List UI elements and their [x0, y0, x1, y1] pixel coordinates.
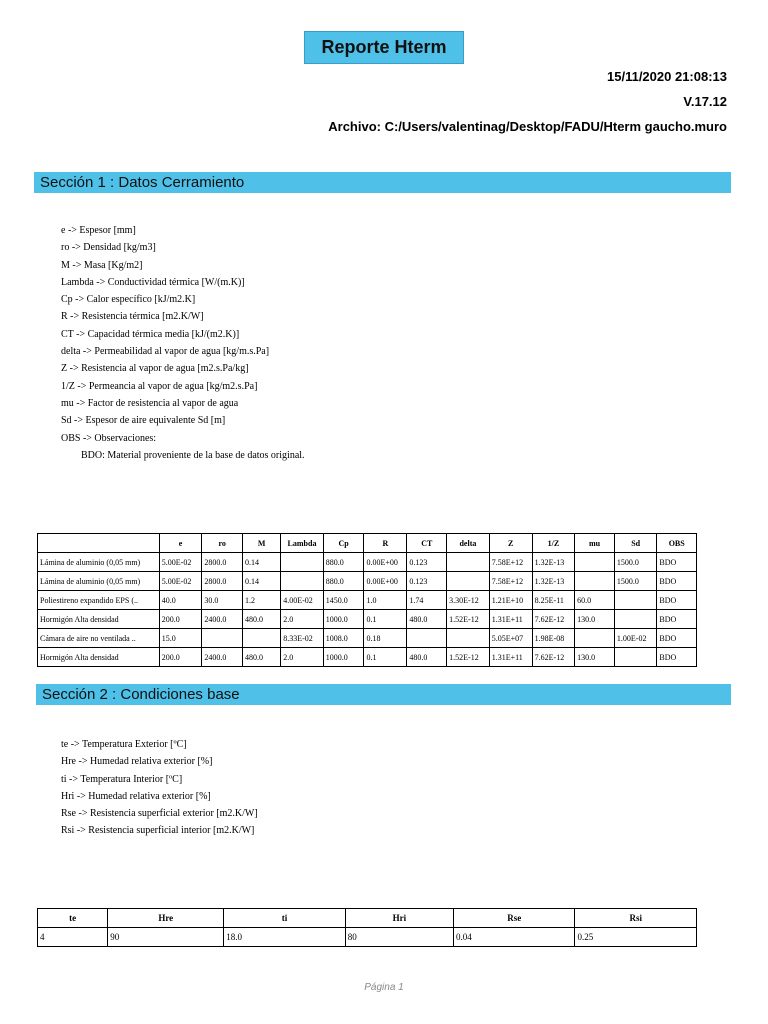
column-header: Z	[489, 534, 532, 553]
table-cell: 0.1	[364, 610, 407, 629]
table-cell: 2400.0	[202, 648, 243, 667]
table-cell: BDO	[657, 591, 697, 610]
table-cell: 1.31E+11	[489, 648, 532, 667]
section2-legend	[61, 736, 258, 840]
section1-header: Sección 1 : Datos Cerramiento	[34, 172, 731, 193]
table-cell: 0.14	[243, 572, 281, 591]
table-cell: 880.0	[323, 553, 364, 572]
table-cell: 130.0	[575, 648, 615, 667]
table-cell: 200.0	[159, 610, 202, 629]
legend-line: Sd -> Espesor de aire equivalente Sd [m]	[61, 415, 226, 427]
column-header: delta	[447, 534, 490, 553]
legend-line: Hre -> Humedad relativa exterior [%]	[61, 756, 213, 768]
legend-line: Rsi -> Resistencia superficial interior [m2.K/W]	[61, 825, 255, 837]
table-cell: 1.52E-12	[447, 648, 490, 667]
table-cell: 90	[108, 928, 224, 947]
legend-line: 1/Z -> Permeancia al vapor de agua [kg/m2.s.Pa]	[61, 380, 258, 392]
table-cell: 1.74	[407, 591, 447, 610]
column-header: Cp	[323, 534, 364, 553]
table-cell: BDO	[657, 553, 697, 572]
column-header: Rsi	[575, 909, 697, 928]
table-cell: 5.00E-02	[159, 553, 202, 572]
column-header: Lambda	[281, 534, 324, 553]
table-cell: 15.0	[159, 629, 202, 648]
table-cell: 0.14	[243, 553, 281, 572]
table-cell: 1.32E-13	[532, 572, 575, 591]
column-header: Hri	[345, 909, 453, 928]
table-row	[38, 572, 697, 591]
table-cell	[614, 648, 657, 667]
table-cell: 5.00E-02	[159, 572, 202, 591]
table-cell: 0.25	[575, 928, 697, 947]
table-cell	[614, 610, 657, 629]
table-row	[38, 553, 697, 572]
material-name-cell: Lámina de aluminio (0,05 mm)	[38, 553, 160, 572]
column-header: e	[159, 534, 202, 553]
table-cell: 880.0	[323, 572, 364, 591]
table-row	[38, 591, 697, 610]
table-row	[38, 610, 697, 629]
legend-line: M -> Masa [Kg/m2]	[61, 259, 143, 271]
table-cell	[407, 629, 447, 648]
column-header: M	[243, 534, 281, 553]
table-cell: 1.31E+11	[489, 610, 532, 629]
materials-table	[37, 533, 697, 667]
column-header: ro	[202, 534, 243, 553]
table-cell: 2.0	[281, 648, 324, 667]
table-cell: 480.0	[243, 648, 281, 667]
material-name-cell: Cámara de aire no ventilada ..	[38, 629, 160, 648]
table-cell: 0.123	[407, 572, 447, 591]
legend-note: BDO: Material proveniente de la base de datos original.	[81, 449, 305, 461]
column-header	[38, 534, 160, 553]
column-header: Rse	[454, 909, 575, 928]
column-header: mu	[575, 534, 615, 553]
table-cell: 1000.0	[323, 610, 364, 629]
section2-header: Sección 2 : Condiciones base	[36, 684, 731, 705]
table-cell	[243, 629, 281, 648]
legend-line: R -> Resistencia térmica [m2.K/W]	[61, 311, 204, 323]
column-header: 1/Z	[532, 534, 575, 553]
legend-line: Rse -> Resistencia superficial exterior [m2.K/W]	[61, 808, 258, 820]
table-cell: 130.0	[575, 610, 615, 629]
table-cell: 1.52E-12	[447, 610, 490, 629]
table-cell	[447, 553, 490, 572]
table-cell: 0.18	[364, 629, 407, 648]
table-cell: 8.25E-11	[532, 591, 575, 610]
table-cell: BDO	[657, 629, 697, 648]
table-cell	[447, 629, 490, 648]
table-row	[38, 629, 697, 648]
table-cell	[281, 572, 324, 591]
table-cell: BDO	[657, 610, 697, 629]
table-cell: 18.0	[224, 928, 345, 947]
table-cell: 80	[345, 928, 453, 947]
report-title: Reporte Hterm	[304, 31, 464, 64]
section1-legend	[61, 222, 305, 464]
table-cell: 30.0	[202, 591, 243, 610]
base-conditions-table	[37, 908, 697, 947]
table-cell: 40.0	[159, 591, 202, 610]
table-row	[38, 928, 697, 947]
table-cell: 1500.0	[614, 572, 657, 591]
table-row	[38, 648, 697, 667]
legend-line: ro -> Densidad [kg/m3]	[61, 242, 156, 254]
column-header: R	[364, 534, 407, 553]
table-cell: 1.32E-13	[532, 553, 575, 572]
table-cell	[202, 629, 243, 648]
table-cell: 480.0	[407, 610, 447, 629]
table-cell	[447, 572, 490, 591]
table-cell: 1000.0	[323, 648, 364, 667]
legend-line: te -> Temperatura Exterior [ºC]	[61, 739, 187, 750]
legend-line: Z -> Resistencia al vapor de agua [m2.s.Pa/kg]	[61, 363, 249, 375]
table-cell: 2800.0	[202, 572, 243, 591]
column-header: OBS	[657, 534, 697, 553]
column-header: Sd	[614, 534, 657, 553]
table-cell: 4	[38, 928, 108, 947]
table-cell: 480.0	[407, 648, 447, 667]
legend-line: ti -> Temperatura Interior [ºC]	[61, 773, 183, 785]
material-name-cell: Lámina de aluminio (0,05 mm)	[38, 572, 160, 591]
legend-line: CT -> Capacidad térmica media [kJ/(m2.K)]	[61, 328, 240, 340]
table-cell: 1.00E-02	[614, 629, 657, 648]
table-cell: 1008.0	[323, 629, 364, 648]
table-cell: 60.0	[575, 591, 615, 610]
table-cell: 0.123	[407, 553, 447, 572]
table-cell: 2800.0	[202, 553, 243, 572]
table-cell: 7.58E+12	[489, 553, 532, 572]
table-cell: 5.05E+07	[489, 629, 532, 648]
table-cell	[575, 572, 615, 591]
table-cell: 0.04	[454, 928, 575, 947]
page-number: Página 1	[364, 982, 404, 993]
legend-line: Cp -> Calor específico [kJ/m2.K]	[61, 294, 196, 306]
table-cell: 1.21E+10	[489, 591, 532, 610]
table-cell: 8.33E-02	[281, 629, 324, 648]
report-version: V.17.12	[683, 94, 727, 109]
table-cell: 2.0	[281, 610, 324, 629]
material-name-cell: Hormigón Alta densidad	[38, 610, 160, 629]
table-cell: 200.0	[159, 648, 202, 667]
table-cell: 7.58E+12	[489, 572, 532, 591]
table-cell: 3.30E-12	[447, 591, 490, 610]
table-cell: 1450.0	[323, 591, 364, 610]
legend-line: e -> Espesor [mm]	[61, 225, 136, 236]
table-cell: 480.0	[243, 610, 281, 629]
report-file-path: Archivo: C:/Users/valentinag/Desktop/FADU/Hterm gaucho.muro	[328, 119, 727, 134]
table-cell	[575, 629, 615, 648]
material-name-cell: Poliestireno expandido EPS (..	[38, 591, 160, 610]
table-cell: 1500.0	[614, 553, 657, 572]
table-cell: 1.0	[364, 591, 407, 610]
legend-line: Lambda -> Conductividad térmica [W/(m.K)]	[61, 276, 245, 288]
table-cell: 1.2	[243, 591, 281, 610]
column-header: CT	[407, 534, 447, 553]
materials-table-header	[38, 534, 697, 553]
table-cell	[614, 591, 657, 610]
table-cell: 0.1	[364, 648, 407, 667]
table-cell: 4.00E-02	[281, 591, 324, 610]
legend-line: OBS -> Observaciones:	[61, 432, 157, 444]
legend-line: delta -> Permeabilidad al vapor de agua [kg/m.s.Pa]	[61, 346, 270, 358]
table-cell: 7.62E-12	[532, 610, 575, 629]
legend-line: Hri -> Humedad relativa exterior [%]	[61, 790, 211, 802]
table-cell: 7.62E-12	[532, 648, 575, 667]
material-name-cell: Hormigón Alta densidad	[38, 648, 160, 667]
column-header: ti	[224, 909, 345, 928]
table-cell: BDO	[657, 648, 697, 667]
report-datetime: 15/11/2020 21:08:13	[607, 69, 727, 84]
base-conditions-table-header	[38, 909, 697, 928]
table-cell	[575, 553, 615, 572]
table-cell: 0.00E+00	[364, 553, 407, 572]
table-cell	[281, 553, 324, 572]
table-cell: 0.00E+00	[364, 572, 407, 591]
legend-line: mu -> Factor de resistencia al vapor de agua	[61, 397, 239, 409]
table-cell: 2400.0	[202, 610, 243, 629]
column-header: Hre	[108, 909, 224, 928]
table-cell: 1.98E-08	[532, 629, 575, 648]
table-cell: BDO	[657, 572, 697, 591]
column-header: te	[38, 909, 108, 928]
